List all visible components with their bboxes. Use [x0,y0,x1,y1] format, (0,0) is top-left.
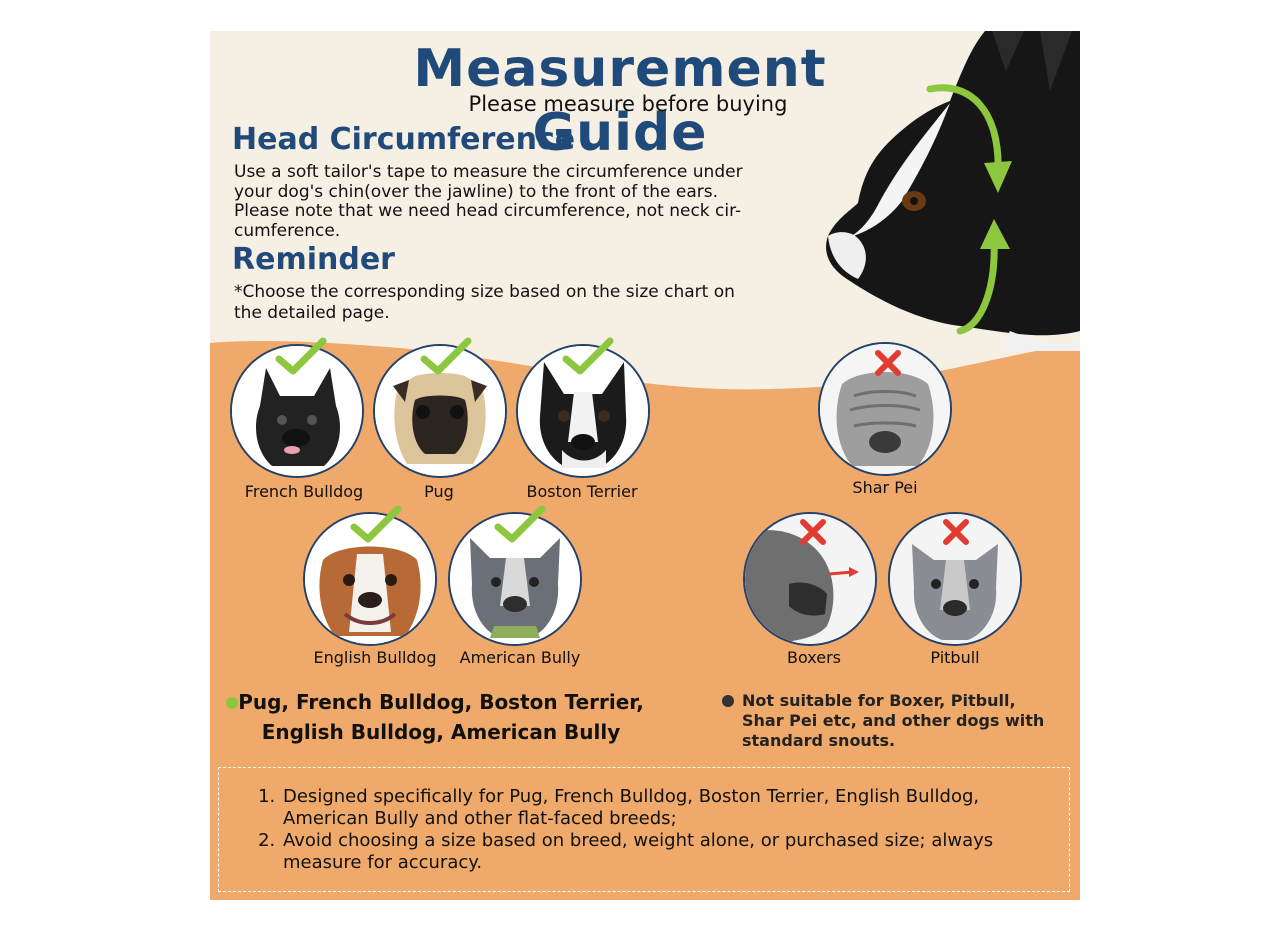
text-line: Use a soft tailor's tape to measure the circumference under [234,162,743,182]
check-mark-icon [350,505,402,545]
breed-label: Boston Terrier [526,482,638,501]
note-item: 2. Avoid choosing a size based on breed, weight alone, or purchased size; always measure for accuracy. [281,830,1037,874]
check-mark-icon [420,337,472,377]
cross-mark-icon [942,518,970,546]
dark-bullet-icon [722,695,734,707]
breed-label: English Bulldog [313,648,437,667]
text-line: standard snouts. [742,731,896,750]
text-line: your dog's chin(over the jawline) to the front of the ears. [234,181,719,202]
text-line: the detailed page. [234,303,390,323]
breed-label: French Bulldog [244,482,364,501]
not-suitable-text [742,691,1052,751]
measurement-guide-card [210,31,1080,900]
page-title: Measurement Guide [413,39,827,163]
check-mark-icon [275,337,327,377]
check-mark-icon [562,337,614,377]
text-line: Shar Pei etc, and other dogs with [742,711,1045,730]
breed-label: American Bully [459,648,581,667]
text-line: Not suitable for Boxer, Pitbull, [742,691,1016,710]
text-line: Please note that we need head circumference, not neck cir- [234,201,742,221]
head-circumference-heading: Head Circumference [232,122,576,157]
breed-label: Pug [424,482,454,501]
head-circumference-text [234,163,794,241]
breed-label: Boxers [786,648,841,667]
reminder-heading: Reminder [232,242,395,277]
text-line: Pug, French Bulldog, Boston Terrier, [238,690,644,714]
text-line: cumference. [234,220,341,241]
check-mark-icon [494,505,546,545]
text-line: English Bulldog, American Bully [261,720,621,744]
page-subtitle: Please measure before buying [468,92,788,116]
dog-head-illustration [810,31,1080,351]
breed-label: Pitbull [930,648,980,667]
notes-box [218,767,1070,892]
breed-label: Shar Pei [852,478,918,497]
text-line: *Choose the corresponding size based on the size chart on [234,282,735,302]
note-item: 1. Designed specifically for Pug, French Bulldog, Boston Terrier, English Bulldog, American Bully and other flat-faced breeds; [281,786,1037,830]
cross-mark-icon [799,518,827,546]
cross-mark-icon [874,349,902,377]
reminder-text [234,282,794,324]
notes-list [257,786,1037,874]
suitable-breeds-text [236,687,646,747]
